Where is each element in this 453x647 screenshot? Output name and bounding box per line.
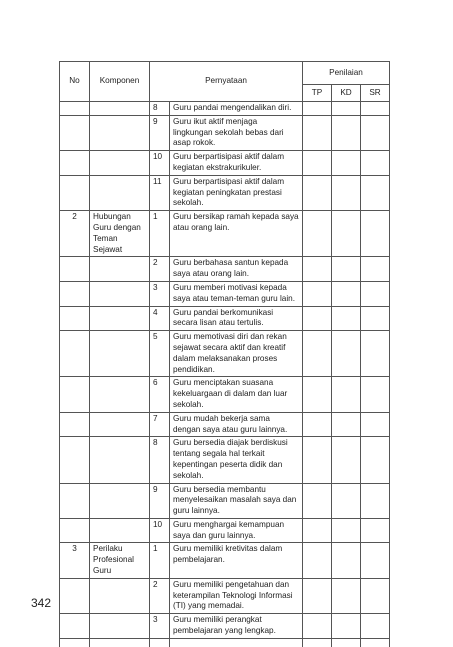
rating-kd-cell[interactable] (332, 115, 361, 150)
rating-tp-cell[interactable] (303, 306, 332, 331)
component-cell (90, 281, 150, 306)
rating-tp-cell[interactable] (303, 102, 332, 116)
component-cell (90, 518, 150, 543)
rating-tp-cell[interactable] (303, 518, 332, 543)
rating-kd-cell[interactable] (332, 377, 361, 412)
component-cell (90, 483, 150, 518)
assessment-sheet (59, 61, 389, 647)
header-pernyataan: Pernyataan (150, 62, 303, 102)
row-number-cell (60, 306, 90, 331)
rating-kd-cell[interactable] (332, 175, 361, 210)
row-number-cell: 3 (60, 543, 90, 578)
rating-tp-cell[interactable] (303, 211, 332, 257)
component-cell: Hubungan Guru dengan Teman Sejawat (90, 211, 150, 257)
table-row (60, 306, 390, 331)
row-number-cell (60, 412, 90, 437)
statement-cell: Guru mudah bekerja sama dengan saya atau guru lainnya. (170, 412, 303, 437)
component-cell (90, 115, 150, 150)
statement-cell: Guru bersikap ramah kepada saya atau orang lain. (170, 211, 303, 257)
header-kd: KD (332, 85, 361, 102)
rating-tp-cell[interactable] (303, 331, 332, 377)
rating-kd-cell[interactable] (332, 543, 361, 578)
row-number-cell (60, 257, 90, 282)
statement-cell: Guru memotivasi diri dan rekan sejawat secara aktif dan kreatif dalam melaksanakan proses pendidikan. (170, 331, 303, 377)
rating-sr-cell[interactable] (361, 175, 390, 210)
rating-tp-cell[interactable] (303, 578, 332, 613)
component-cell (90, 175, 150, 210)
rating-tp-cell[interactable] (303, 257, 332, 282)
row-number-cell (60, 331, 90, 377)
header-tp: TP (303, 85, 332, 102)
component-cell (90, 437, 150, 483)
component-cell (90, 102, 150, 116)
statement-cell: Guru memiliki pengetahuan dan keterampilan Teknologi Informasi (TI) yang memadai. (170, 578, 303, 613)
rating-sr-cell[interactable] (361, 306, 390, 331)
statement-cell: Guru pandai berkomunikasi secara lisan atau tertulis. (170, 306, 303, 331)
component-cell (90, 257, 150, 282)
statement-number-cell: 2 (150, 257, 170, 282)
component-cell (90, 151, 150, 176)
rating-sr-cell[interactable] (361, 151, 390, 176)
statement-number-cell: 8 (150, 102, 170, 116)
statement-number-cell: 10 (150, 518, 170, 543)
rating-sr-cell[interactable] (361, 518, 390, 543)
component-cell (90, 614, 150, 639)
rating-kd-cell[interactable] (332, 412, 361, 437)
statement-cell: Guru berpartisipasi aktif dalam kegiatan peningkatan prestasi sekolah. (170, 175, 303, 210)
table-row (60, 151, 390, 176)
rating-kd-cell[interactable] (332, 578, 361, 613)
rating-kd-cell[interactable] (332, 306, 361, 331)
rating-sr-cell[interactable] (361, 614, 390, 639)
rating-tp-cell[interactable] (303, 115, 332, 150)
statement-cell: Guru bersedia membantu menyelesaikan masalah saya dan guru lainnya. (170, 483, 303, 518)
table-row (60, 257, 390, 282)
table-row (60, 437, 390, 483)
table-row (60, 518, 390, 543)
row-number-cell: 2 (60, 211, 90, 257)
table-row (60, 102, 390, 116)
row-number-cell (60, 281, 90, 306)
header-komponen: Komponen (90, 62, 150, 102)
table-row (60, 331, 390, 377)
statement-number-cell: 9 (150, 483, 170, 518)
statement-number-cell: 10 (150, 151, 170, 176)
rating-sr-cell[interactable] (361, 331, 390, 377)
rating-tp-cell[interactable] (303, 151, 332, 176)
statement-number-cell: 3 (150, 614, 170, 639)
table-row (60, 614, 390, 639)
table-row (60, 281, 390, 306)
rating-sr-cell[interactable] (361, 211, 390, 257)
row-number-cell (60, 483, 90, 518)
rating-tp-cell[interactable] (303, 281, 332, 306)
header-sr: SR (361, 85, 390, 102)
row-number-cell (60, 175, 90, 210)
rating-tp-cell[interactable] (303, 377, 332, 412)
table-row (60, 543, 390, 578)
statement-number-cell: 9 (150, 115, 170, 150)
statement-cell: Guru berpartisipasi aktif dalam kegiatan ekstrakurikuler. (170, 151, 303, 176)
rating-kd-cell[interactable] (332, 518, 361, 543)
rating-sr-cell[interactable] (361, 483, 390, 518)
statement-cell: Guru bersedia diajak berdiskusi tentang segala hal terkait kepentingan peserta didik dan sekolah. (170, 437, 303, 483)
table-row (60, 175, 390, 210)
rating-sr-cell[interactable] (361, 281, 390, 306)
rating-kd-cell[interactable] (332, 614, 361, 639)
row-number-cell (60, 377, 90, 412)
rating-tp-cell[interactable] (303, 437, 332, 483)
table-row (60, 115, 390, 150)
statement-cell: Guru memiliki perangkat pembelajaran yang lengkap. (170, 614, 303, 639)
component-cell (90, 331, 150, 377)
rating-tp-cell[interactable] (303, 543, 332, 578)
table-row (60, 483, 390, 518)
row-number-cell (60, 102, 90, 116)
row-number-cell (60, 115, 90, 150)
statement-cell: Guru memiliki kretivitas dalam pembelajaran. (170, 543, 303, 578)
statement-cell: Guru menciptakan suasana kekeluargaan di dalam dan luar sekolah. (170, 377, 303, 412)
statement-cell: Guru memberi motivasi kepada saya atau teman-teman guru lain. (170, 281, 303, 306)
rating-sr-cell[interactable] (361, 412, 390, 437)
rating-kd-cell[interactable] (332, 102, 361, 116)
rating-kd-cell[interactable] (332, 257, 361, 282)
rating-kd-cell[interactable] (332, 151, 361, 176)
statement-number-cell: 2 (150, 578, 170, 613)
statement-number-cell: 4 (150, 306, 170, 331)
statement-cell: Guru berbahasa santun kepada saya atau orang lain. (170, 257, 303, 282)
row-number-cell (60, 578, 90, 613)
rating-tp-cell[interactable] (303, 614, 332, 639)
statement-number-cell: 7 (150, 412, 170, 437)
rating-sr-cell[interactable] (361, 543, 390, 578)
header-no: No (60, 62, 90, 102)
component-cell (90, 578, 150, 613)
rating-kd-cell[interactable] (332, 211, 361, 257)
component-cell (90, 306, 150, 331)
rating-tp-cell[interactable] (303, 412, 332, 437)
rating-sr-cell[interactable] (361, 115, 390, 150)
row-number-cell (60, 151, 90, 176)
rating-kd-cell[interactable] (332, 483, 361, 518)
header-penilaian: Penilaian (303, 62, 390, 85)
statement-number-cell: 11 (150, 175, 170, 210)
statement-number-cell: 6 (150, 377, 170, 412)
rating-kd-cell[interactable] (332, 437, 361, 483)
rating-sr-cell[interactable] (361, 578, 390, 613)
statement-number-cell: 1 (150, 211, 170, 257)
rating-sr-cell[interactable] (361, 257, 390, 282)
statement-cell: Guru menghargai kemampuan saya dan guru lainnya. (170, 518, 303, 543)
statement-number-cell: 1 (150, 543, 170, 578)
component-cell (90, 412, 150, 437)
row-number-cell (60, 614, 90, 639)
table-row (60, 211, 390, 257)
rating-kd-cell[interactable] (332, 281, 361, 306)
component-cell (90, 377, 150, 412)
assessment-table (59, 61, 390, 647)
rating-sr-cell[interactable] (361, 102, 390, 116)
table-body (60, 102, 390, 647)
row-number-cell (60, 518, 90, 543)
statement-cell: Guru ikut aktif menjaga lingkungan sekolah bebas dari asap rokok. (170, 115, 303, 150)
statement-number-cell: 3 (150, 281, 170, 306)
row-number-cell (60, 437, 90, 483)
rating-sr-cell[interactable] (361, 377, 390, 412)
component-cell: Perilaku Profesional Guru (90, 543, 150, 578)
page-number: 342 (31, 596, 52, 610)
rating-sr-cell[interactable] (361, 437, 390, 483)
statement-cell: Guru pandai mengendalikan diri. (170, 102, 303, 116)
table-row (60, 412, 390, 437)
statement-number-cell: 8 (150, 437, 170, 483)
table-row (60, 377, 390, 412)
rating-tp-cell[interactable] (303, 175, 332, 210)
rating-tp-cell[interactable] (303, 483, 332, 518)
rating-kd-cell[interactable] (332, 331, 361, 377)
statement-number-cell: 5 (150, 331, 170, 377)
table-row (60, 578, 390, 613)
